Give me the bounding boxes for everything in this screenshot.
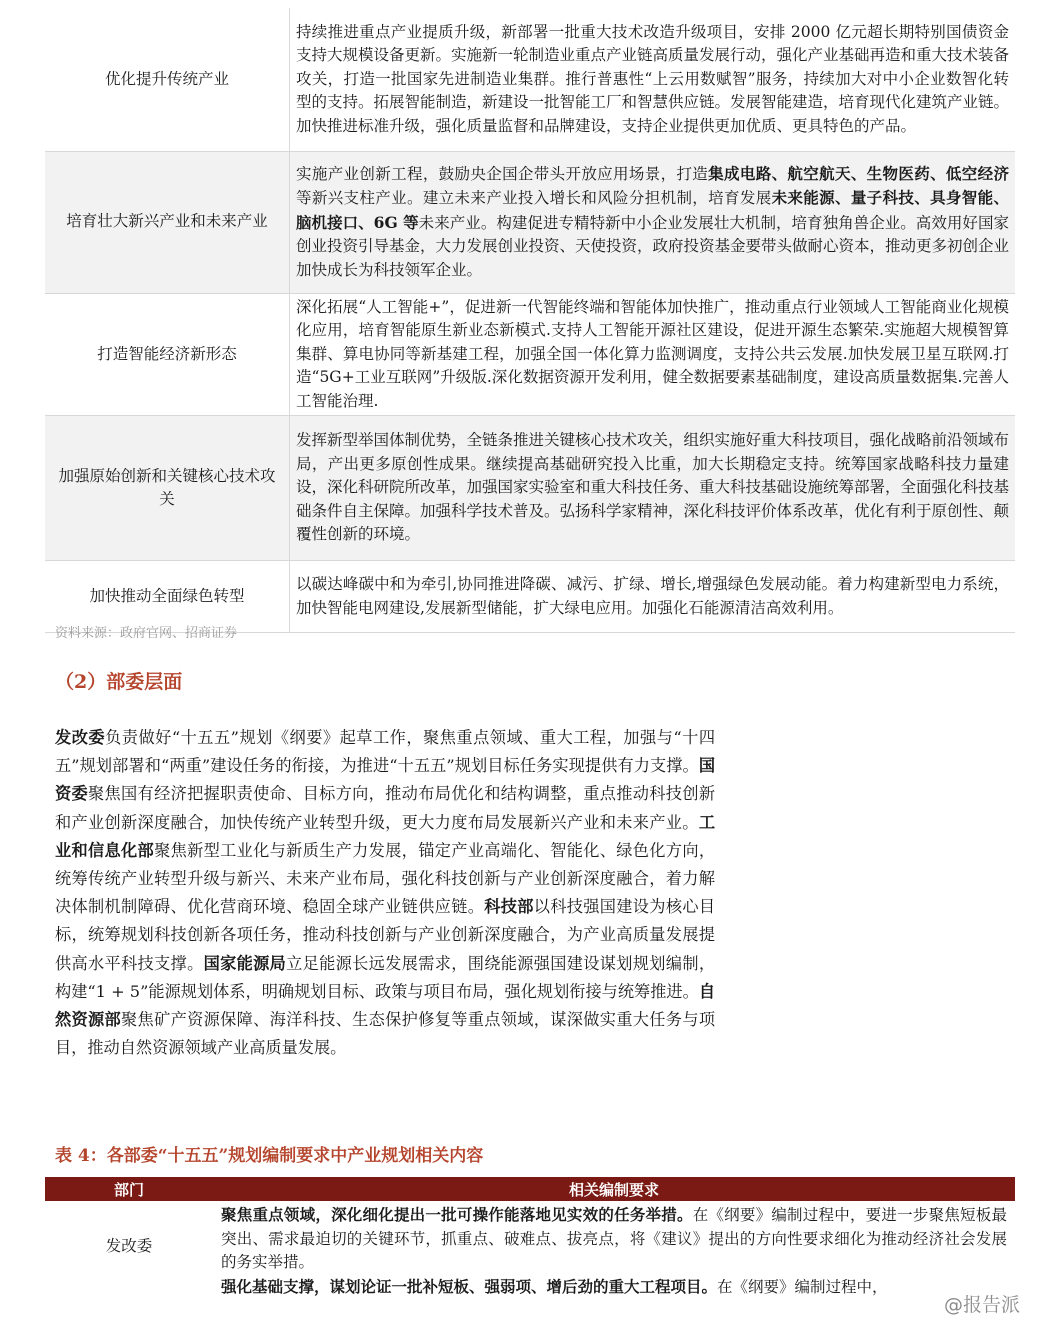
- row-label: 优化提升传统产业: [45, 8, 290, 151]
- table-row: [45, 293, 1015, 416]
- row-content: 以碳达峰碳中和为牵引,协同推进降碳、减污、扩绿、增长,增强绿色发展动能。着力构建新型电力系统，加快智能电网建设,发展新型储能，扩大绿电应用。加强化石能源清洁高效利用。: [296, 575, 1009, 617]
- table-row: [45, 8, 1015, 151]
- source-note: 资料来源：政府官网、招商证券: [55, 626, 238, 641]
- table-row: [45, 151, 1015, 293]
- watermark: @报告派: [944, 1294, 1021, 1316]
- column-header: 部门: [45, 1177, 213, 1201]
- row-label: 培育壮大新兴产业和未来产业: [45, 151, 290, 293]
- section-heading: （2）部委层面: [55, 671, 183, 693]
- table-title: 表 4：各部委“十五五”规划编制要求中产业规划相关内容: [55, 1146, 484, 1166]
- row-label: 发改委: [105, 1237, 153, 1255]
- row-content: 发挥新型举国体制优势，全链条推进关键核心技术攻关，组织实施好重大科技项目，强化战略前沿领域布局，产出更多原创性成果。继续提高基础研究投入比重，加大长期稳定支持。统筹国家战略科技力量建设，深化科研院所改革，加强国家实验室和重大科技任务、重大科技基础设施统筹部署，全面强化科技基础条件自主保障。加强科学技术普及。弘扬科学家精神，深化科技评价体系改革，优化有利于原创性、颠覆性创新的环境。: [290, 416, 1016, 561]
- table-row: [45, 416, 1015, 561]
- row-content: 持续推进重点产业提质升级，新部署一批重大技术改造升级项目，安排 2000 亿元超长期特别国债资金支持大规模设备更新。实施新一轮制造业重点产业链高质量发展行动，强化产业基础再造和重大技术装备攻关，打造一批国家先进制造业集群。推行普惠性“上云用数赋智”服务，持续加大对中小企业数智化转型的支持。拓展智能制造，新建设一批智能工厂和智慧供应链。发展智能建造，培育现代化建筑产业链。加快推进标准升级，强化质量监督和品牌建设，支持企业提供更加优质、更具特色的产品。: [296, 22, 1010, 135]
- body-paragraph: 发改委负责做好“十五五”规划《纲要》起草工作，聚焦重点领域、重大工程，加强与“十四五”规划部署和“两重”建设任务的衔接，为推进“十五五”规划目标任务实现提供有力支撑。国资委聚焦国有经济把握职责使命、目标方向，推动布局优化和结构调整，重点推动科技创新和产业创新深度融合，加快传统产业转型升级，更大力度布局发展新兴产业和未来产业。工业和信息化部聚焦新型工业化与新质生产力发展，锚定产业高端化、智能化、绿色化方向，统筹传统产业转型升级与新兴、未来产业布局，强化科技创新与产业创新深度融合，着力解决体制机制障碍、优化营商环境、稳固全球产业链供应链。科技部以科技强国建设为核心目标，统筹规划科技创新各项任务，推动科技创新与产业创新深度融合，为产业高质量发展提供高水平科技支撑。国家能源局立足能源长远发展需求，围绕能源强国建设谋划规划编制，构建“1 + 5”能源规划体系，明确规划目标、政策与项目布局，强化规划衔接与统筹推进。自然资源部聚焦矿产资源保障、海洋科技、生态保护修复等重点领域，谋深做实重大任务与项目，推动自然资源领域产业高质量发展。: [55, 728, 716, 1058]
- row-label: 加强原始创新和关键核心技术攻关: [45, 416, 290, 561]
- row-content: 聚焦重点领域，深化细化提出一批可操作能落地见实效的任务举措。在《纲要》编制过程中，要进一步聚焦短板最突出、需求最迫切的关键环节，抓重点、破难点、拔亮点，将《建议》提出的方向性要求细化为推动经济社会发展的务实举措。 强化基础支撑，谋划论证一批补短板、强弱项、增后劲的重大工程项目。在《纲要》编制过程中，: [221, 1205, 1007, 1296]
- row-label: 加快推动全面绿色转型: [45, 561, 290, 633]
- row-content: 实施产业创新工程，鼓励央企国企带头开放应用场景，打造集成电路、航空航天、生物医药、低空经济等新兴支柱产业。建立未来产业投入增长和风险分担机制，培育发展未来能源、量子科技、具身智能、脑机接口、6G 等未来产业。构建促进专精特新中小企业发展壮大机制，培育独角兽企业。高效用好国家创业投资引导基金，大力发展创业投资、天使投资，政府投资基金要带头做耐心资本，推动更多初创企业加快成长为科技领军企业。: [290, 151, 1016, 293]
- table-row: [45, 1201, 1015, 1301]
- ministry-requirements-table: [45, 1177, 1015, 1301]
- column-header: 相关编制要求: [213, 1177, 1015, 1201]
- industry-policy-table: [45, 8, 1015, 633]
- table-header-row: [45, 1177, 1015, 1201]
- row-label: 打造智能经济新形态: [45, 293, 290, 416]
- row-content: 深化拓展“人工智能+”，促进新一代智能终端和智能体加快推广，推动重点行业领域人工智能商业化规模化应用，培育智能原生新业态新模式.支持人工智能开源社区建设，促进开源生态繁荣.实施超大规模智算集群、算电协同等新基建工程，加强全国一体化算力监测调度，支持公共云发展.加快发展卫星互联网.打造“5G+工业互联网”升级版.深化数据资源开发利用，健全数据要素基础制度，建设高质量数据集.完善人工智能治理.: [296, 297, 1009, 410]
